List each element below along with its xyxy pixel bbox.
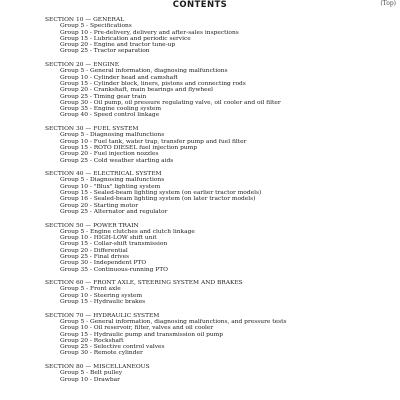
group-entry: Group 5 - Engine clutches and clutch linkage — [60, 228, 195, 235]
section-heading: SECTION 30 — FUEL SYSTEM — [45, 126, 139, 133]
group-entry: Group 15 - Hydraulic brakes — [60, 299, 146, 306]
group-entry: Group 20 - Engine and tractor tune-up — [60, 42, 176, 49]
group-entry: Group 5 - Front axle — [60, 286, 121, 293]
table-of-contents — [45, 17, 395, 390]
group-entry: Group 20 - Rockshaft — [60, 337, 124, 344]
section-heading: SECTION 80 — MISCELLANEOUS — [45, 364, 150, 371]
group-entry: Group 25 - Tractor separation — [60, 48, 150, 55]
group-entry: Group 10 - "Blux" lighting system — [60, 183, 161, 190]
group-entry: Group 25 - Timing gear train — [60, 93, 147, 100]
group-entry: Group 30 - Oil pump, oil pressure regulating valve, oil cooler and oil filter — [60, 99, 281, 106]
group-entry: Group 30 - Remote cylinder — [60, 350, 143, 357]
toc-section — [45, 126, 395, 164]
group-entry: Group 15 - ROTO DIESEL fuel injection pump — [60, 144, 197, 151]
group-entry: Group 5 - Specifications — [60, 23, 132, 30]
group-entry: Group 5 - Diagnosing malfunctions — [60, 177, 165, 184]
toc-section — [45, 364, 395, 383]
group-entry: Group 30 - Independent PTO — [60, 260, 147, 267]
section-heading: SECTION 10 — GENERAL — [45, 17, 125, 23]
section-heading: SECTION 60 — FRONT AXLE, STEERING SYSTEM AND BRAKES — [45, 280, 243, 287]
group-entry: Group 10 - Steering system — [60, 292, 143, 299]
section-heading: SECTION 20 — ENGINE — [45, 62, 120, 69]
group-entry: Group 25 - Final drives — [60, 253, 130, 260]
group-entry: Group 10 - Cylinder head and camshaft — [60, 74, 178, 81]
group-entry: Group 20 - Fuel injection nozzles — [60, 151, 159, 158]
toc-section — [45, 313, 395, 357]
toc-section — [45, 17, 395, 55]
group-entry: Group 10 - Pre-delivery, delivery and after-sales inspections — [60, 29, 239, 36]
group-entry: Group 10 - Oil reservoir, filter, valves and oil cooler — [60, 325, 214, 332]
section-heading: SECTION 70 — HYDRAULIC SYSTEM — [45, 312, 160, 319]
toc-section — [45, 280, 395, 305]
group-entry: Group 35 - Engine cooling system — [60, 106, 162, 113]
group-entry: Group 16 - Sealed-beam lighting system (on later tractor models) — [60, 196, 256, 203]
group-entry: Group 5 - Diagnosing malfunctions — [60, 132, 165, 139]
group-entry: Group 25 - Selective control valves — [60, 344, 165, 351]
section-heading: SECTION 50 — POWER TRAIN — [45, 222, 139, 229]
toc-section — [45, 171, 395, 215]
group-entry: Group 15 - Sealed-beam lighting system (on earlier tractor models) — [60, 190, 262, 197]
group-entry: Group 5 - Belt pulley — [60, 370, 123, 377]
group-entry: Group 40 - Speed control linkage — [60, 112, 160, 119]
group-entry: Group 25 - Alternator and regulator — [60, 208, 168, 215]
toc-section — [45, 223, 395, 273]
group-entry: Group 20 - Differential — [60, 247, 128, 254]
page-corner-mark: (Top) — [380, 0, 396, 7]
page-title: CONTENTS — [172, 0, 228, 10]
group-entry: Group 20 - Crankshaft, main bearings and flywheel — [60, 87, 214, 94]
group-entry: Group 10 - Drawbar — [60, 376, 120, 383]
section-heading: SECTION 40 — ELECTRICAL SYSTEM — [45, 171, 162, 178]
group-entry: Group 5 - General information, diagnosing malfunctions — [60, 68, 228, 75]
group-entry: Group 35 - Continuous-running PTO — [60, 266, 169, 273]
group-entry: Group 15 - Cylinder block, liners, pistons and connecting rods — [60, 80, 246, 87]
group-entry: Group 10 - HIGH-LOW shift unit — [60, 235, 157, 242]
group-entry: Group 20 - Starting motor — [60, 202, 139, 209]
toc-section — [45, 62, 395, 119]
group-entry: Group 15 - Lubrication and periodic service — [60, 35, 191, 42]
group-entry: Group 10 - Fuel tank, water trap, transfer pump and fuel filter — [60, 138, 247, 145]
group-entry: Group 15 - Hydraulic pump and transmission oil pump — [60, 331, 224, 338]
group-entry: Group 15 - Collar-shift transmission — [60, 241, 168, 248]
group-entry: Group 5 - General information, diagnosing malfunctions, and pressure tests — [60, 318, 287, 325]
group-entry: Group 25 - Cold weather starting aids — [60, 157, 174, 164]
